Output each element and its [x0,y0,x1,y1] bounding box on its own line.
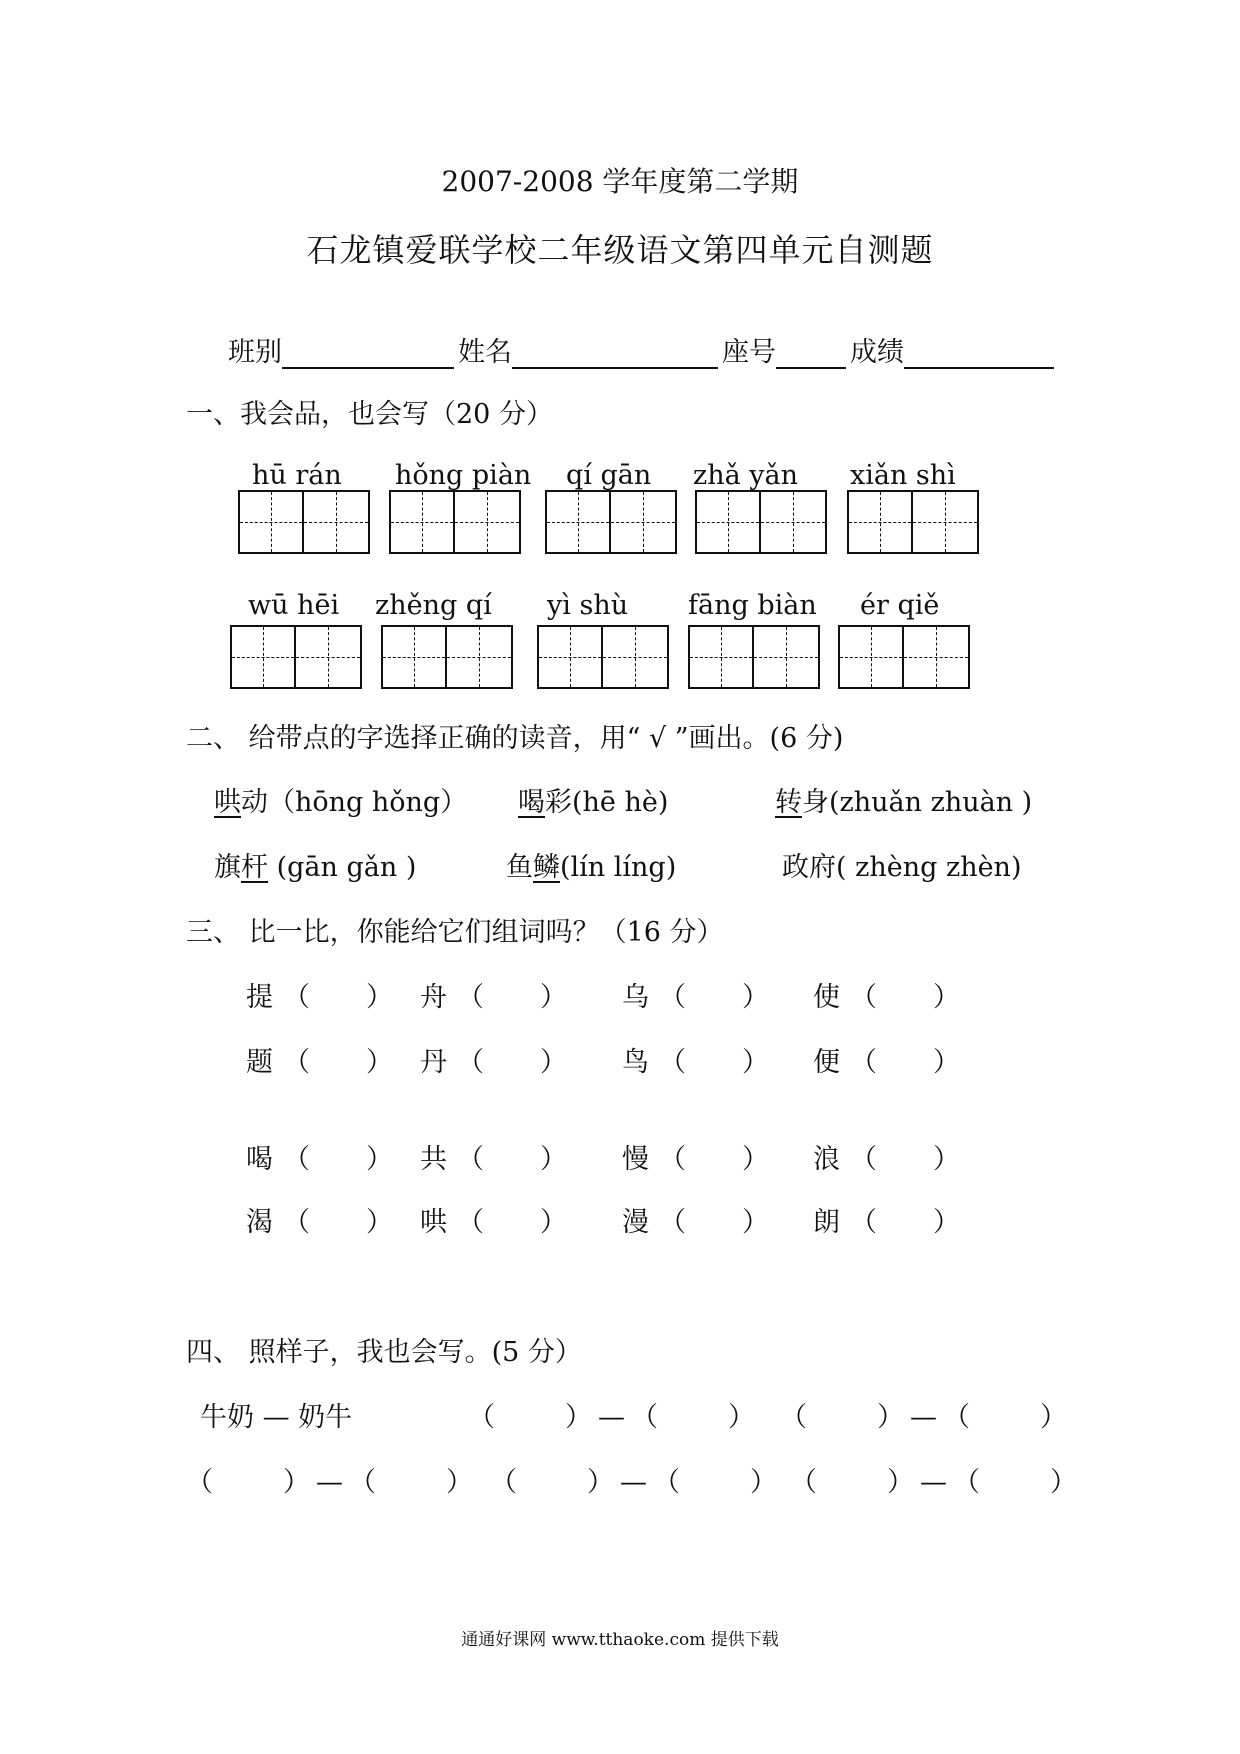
word-compare-item [622,1040,771,1079]
pinyin: zhěng qí [375,590,492,621]
reading-item: 旗杆 (gān gǎn ) [214,852,417,883]
word-compare-item [622,1200,771,1239]
blank-pair[interactable]: （ ） — （ ） [490,1467,777,1498]
writing-box[interactable] [838,625,970,689]
score-field [904,337,1054,369]
writing-box[interactable] [230,625,362,689]
reading-item: 政府( zhèng zhèn) [782,852,1022,883]
answer-blank[interactable]: （ ） [283,1144,393,1175]
answer-blank[interactable]: （ ） [659,1144,769,1175]
section3-title: 三、 比一比，你能给它们组词吗？（16 分） [186,917,724,948]
answer-blank[interactable]: （ ） [457,1144,567,1175]
word-compare-item [420,1040,569,1079]
class-label: 班别 [228,337,282,368]
answer-blank[interactable]: （ ） [283,1047,393,1078]
name-label: 姓名 [458,337,512,368]
writing-box[interactable] [389,490,521,554]
target-character: 鸟 [622,1047,649,1078]
answer-blank[interactable]: （ ） [659,982,769,1013]
name-field [512,337,718,369]
pinyin: xiǎn shì [850,460,956,491]
pinyin: fāng biàn [688,590,817,621]
target-character: 使 [813,982,840,1013]
reading-item: 哄动（hōng hǒng） [214,787,468,818]
word-compare-item [622,975,771,1014]
score-label: 成绩 [850,337,904,368]
blank-pair[interactable]: （ ） — （ ） [186,1467,473,1498]
section1-title: 一、我会品，也会写（20 分） [186,399,553,430]
target-character: 漫 [622,1207,649,1238]
answer-blank[interactable]: （ ） [457,1207,567,1238]
answer-blank[interactable]: （ ） [850,1047,960,1078]
writing-box[interactable] [545,490,677,554]
answer-blank[interactable]: （ ） [850,1144,960,1175]
pinyin: hū rán [252,460,342,491]
seat-label: 座号 [722,337,776,368]
pinyin: zhǎ yǎn [693,460,799,491]
term-heading: 2007-2008 学年度第二学期 [441,165,799,198]
target-character: 慢 [622,1144,649,1175]
word-compare-item [420,975,569,1014]
target-character: 舟 [420,982,447,1013]
target-character: 便 [813,1047,840,1078]
answer-blank[interactable]: （ ） [850,982,960,1013]
word-compare-item [246,1040,395,1079]
word-compare-item [813,1040,962,1079]
exam-title: 石龙镇爱联学校二年级语文第四单元自测题 [306,231,934,269]
writing-box[interactable] [238,490,370,554]
target-character: 题 [246,1047,273,1078]
answer-blank[interactable]: （ ） [659,1047,769,1078]
pinyin: qí gān [566,460,652,491]
section2-title: 二、 给带点的字选择正确的读音，用“ √ ”画出。(6 分) [186,723,844,754]
target-character: 共 [420,1144,447,1175]
blank-pair[interactable]: （ ） — （ ） [780,1402,1067,1433]
writing-box[interactable] [695,490,827,554]
word-compare-item [246,1200,395,1239]
target-character: 哄 [420,1207,447,1238]
reading-item: 转身(zhuǎn zhuàn ) [775,787,1033,818]
word-compare-item [420,1200,569,1239]
target-character: 丹 [420,1047,447,1078]
answer-blank[interactable]: （ ） [283,982,393,1013]
reading-item: 鱼鳞(lín líng) [506,852,677,883]
pinyin-row-2 [0,590,1240,626]
writing-box[interactable] [847,490,979,554]
target-character: 浪 [813,1144,840,1175]
student-info-line [228,330,1058,369]
writing-box[interactable] [537,625,669,689]
target-character: 乌 [622,982,649,1013]
seat-field [776,337,846,369]
example-pair: 牛奶 — 奶牛 [200,1402,353,1433]
pinyin: yì shù [547,590,629,621]
answer-blank[interactable]: （ ） [457,982,567,1013]
writing-box[interactable] [381,625,513,689]
answer-blank[interactable]: （ ） [850,1207,960,1238]
word-compare-item [420,1137,569,1176]
word-compare-item [813,1200,962,1239]
word-compare-item [813,1137,962,1176]
blank-pair[interactable]: （ ） — （ ） [790,1467,1077,1498]
footer-credit: 通通好课网 www.tthaoke.com 提供下载 [461,1630,779,1650]
writing-box[interactable] [688,625,820,689]
section4-title: 四、 照样子，我也会写。(5 分） [186,1337,582,1368]
word-compare-item [813,975,962,1014]
answer-blank[interactable]: （ ） [457,1047,567,1078]
word-compare-item [246,975,395,1014]
target-character: 渴 [246,1207,273,1238]
target-character: 喝 [246,1144,273,1175]
pinyin: wū hēi [248,590,340,621]
reading-item: 喝彩(hē hè) [518,787,669,818]
pinyin: hǒng piàn [395,460,532,491]
class-field [282,337,454,369]
answer-blank[interactable]: （ ） [283,1207,393,1238]
word-compare-item [246,1137,395,1176]
pinyin: ér qiě [860,590,940,621]
target-character: 朗 [813,1207,840,1238]
word-compare-item [622,1137,771,1176]
target-character: 提 [246,982,273,1013]
answer-blank[interactable]: （ ） [659,1207,769,1238]
blank-pair[interactable]: （ ） — （ ） [468,1402,755,1433]
